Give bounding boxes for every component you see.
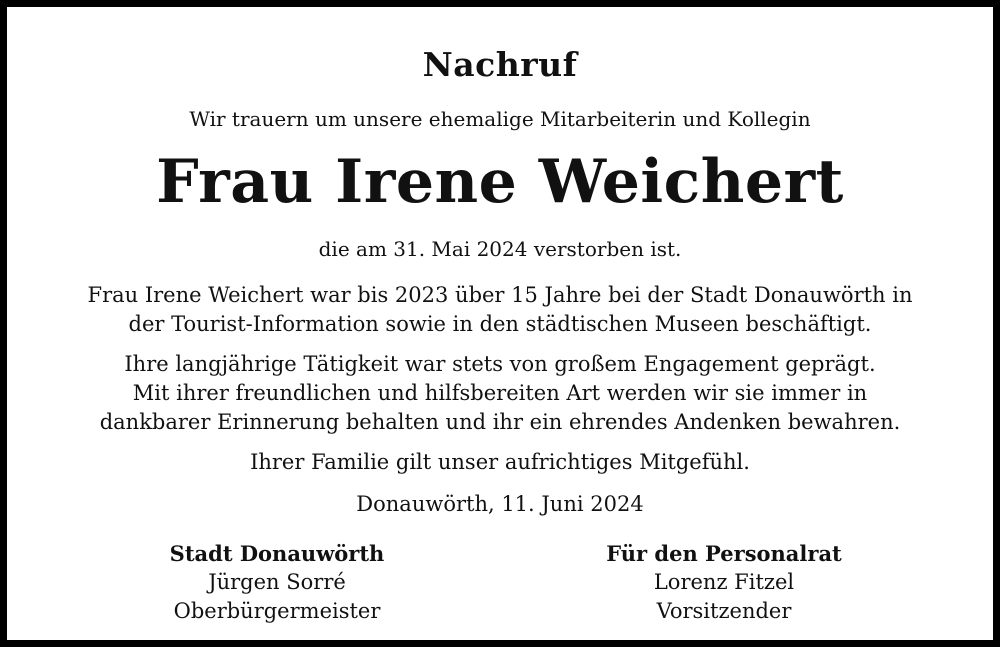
signature-organization: Für den Personalrat xyxy=(606,541,842,566)
paragraph-condolence: Ihrer Familie gilt unser aufrichtiges Mitgefühl. xyxy=(250,450,750,474)
paragraph-line: Ihre langjährige Tätigkeit war stets von großem Engagement geprägt. xyxy=(124,352,876,376)
paragraph-line: dankbarer Erinnerung behalten und ihr ein ehrendes Andenken bewahren. xyxy=(99,410,901,434)
signature-role: Vorsitzender xyxy=(656,599,792,623)
paragraph-employment xyxy=(7,281,993,339)
signature-person: Lorenz Fitzel xyxy=(653,570,795,594)
paragraph-line: der Tourist-Information sowie in den städtischen Museen beschäftigt. xyxy=(128,312,872,336)
signature-block-staff-council xyxy=(544,539,904,626)
notice-heading: Nachruf xyxy=(422,45,578,84)
intro-text: Wir trauern um unsere ehemalige Mitarbeiterin und Kollegin xyxy=(189,107,811,131)
place-date: Donauwörth, 11. Juni 2024 xyxy=(356,492,644,516)
paragraph-line: Mit ihrer freundlichen und hilfsbereiten Art werden wir sie immer in xyxy=(132,381,868,405)
signature-person: Jürgen Sorré xyxy=(208,570,346,594)
paragraph-line: Frau Irene Weichert war bis 2023 über 15 Jahre bei der Stadt Donauwörth in xyxy=(87,283,913,307)
signature-role: Oberbürgermeister xyxy=(173,599,381,623)
death-date-line: die am 31. Mai 2024 verstorben ist. xyxy=(318,237,682,261)
deceased-name: Frau Irene Weichert xyxy=(156,147,844,217)
paragraph-tribute xyxy=(7,350,993,437)
signature-organization: Stadt Donauwörth xyxy=(169,541,385,566)
signature-block-city xyxy=(97,539,457,626)
